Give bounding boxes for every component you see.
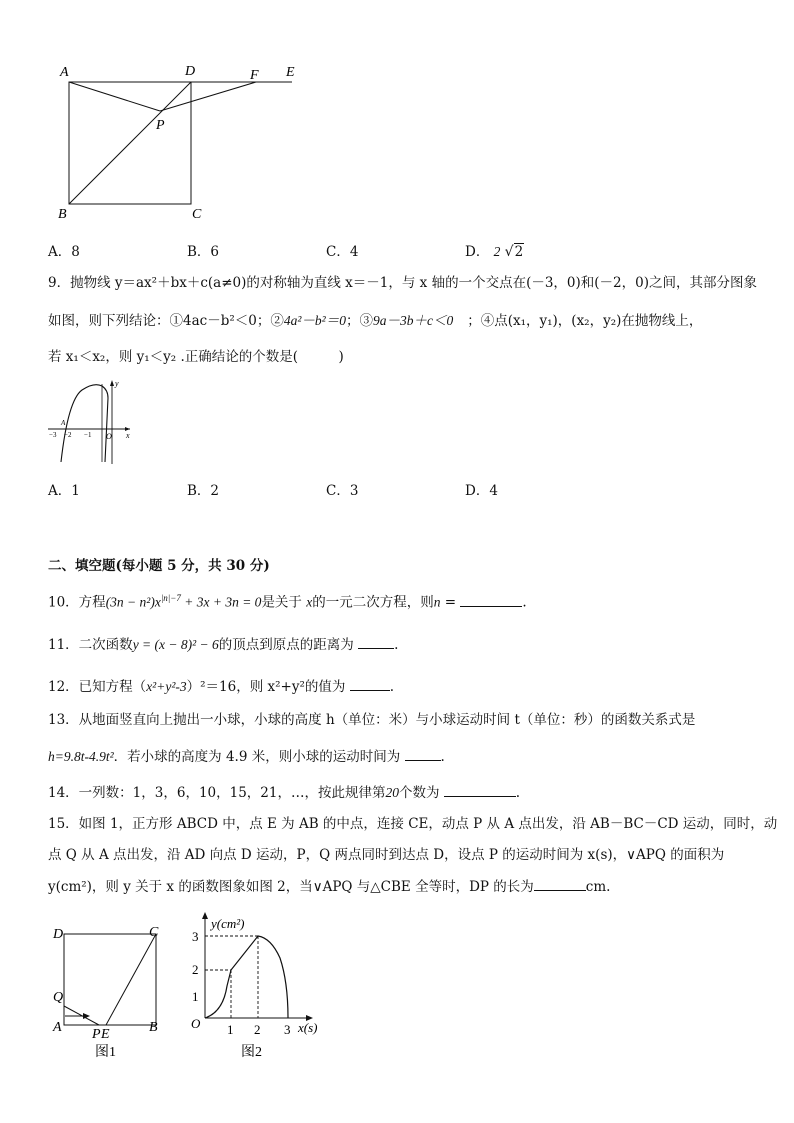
svg-text:x(s): x(s) <box>298 1020 318 1035</box>
q10-answer-blank[interactable] <box>460 592 522 607</box>
q13-answer-blank[interactable] <box>405 746 441 761</box>
segment-ap <box>69 82 160 111</box>
q9-parabola-graph <box>44 376 136 466</box>
q9-option-a[interactable]: A．1 <box>48 483 80 499</box>
q12: 12．已知方程（x²+y²-3）²＝16，则 x²+y²的值为 . <box>48 676 394 697</box>
q8-option-c[interactable]: C．4 <box>326 244 359 260</box>
svg-text:3: 3 <box>192 929 199 944</box>
label-d: D <box>185 64 196 79</box>
q8-option-d[interactable] <box>465 242 524 262</box>
label-e: E <box>286 65 295 80</box>
svg-text:−2: −2 <box>64 431 72 439</box>
q15-figure1 <box>48 920 178 1065</box>
q14-answer-blank[interactable] <box>444 782 516 797</box>
q14: 14．一列数：1，3，6，10，15，21，…，按此规律第20个数为 . <box>48 782 520 803</box>
q15-line1: 15．如图 1，正方形 ABCD 中，点 E 为 AB 的中点，连接 CE，动点 P 从 A 点出发，沿 AB－BC－CD 运动，同时，动 <box>48 816 778 832</box>
q12-answer-blank[interactable] <box>350 676 390 691</box>
label-b: B <box>58 207 67 222</box>
svg-text:2: 2 <box>192 962 199 977</box>
q8-option-a[interactable]: A．8 <box>48 244 80 260</box>
svg-text:E: E <box>101 1027 110 1042</box>
q10: 10．方程$(3n - n^2)x^{|n|-7} + 3x + 3n = 0$是关于 x的一元二次方程，则n = . <box>48 593 527 611</box>
svg-text:C: C <box>149 925 159 940</box>
svg-text:1: 1 <box>227 1022 234 1037</box>
q8-option-d-label: D． <box>465 244 490 260</box>
q15-line2: 点 Q 从 A 点出发，沿 AD 向点 D 运动，P，Q 两点同时到达点 D，设点 P 的运动时间为 x(s)，∨APQ 的面积为 <box>48 847 725 863</box>
svg-text:3: 3 <box>284 1022 291 1037</box>
svg-text:A: A <box>61 419 66 427</box>
q15-line3: y(cm²)，则 y 关于 x 的函数图象如图 2，当∨APQ 与△CBE 全等时，DP 的长为 cm. <box>48 876 610 897</box>
svg-text:y(cm²): y(cm²) <box>211 916 245 931</box>
svg-text:O: O <box>106 432 112 441</box>
q8-option-b[interactable]: B．6 <box>187 244 220 260</box>
q9-line3: 若 x₁＜x₂，则 y₁＜y₂ .正确结论的个数是( ) <box>48 349 344 365</box>
svg-text:1: 1 <box>192 989 199 1004</box>
svg-text:x: x <box>126 431 130 440</box>
svg-text:−3: −3 <box>49 431 57 439</box>
q11-answer-blank[interactable] <box>358 634 394 649</box>
q8-square-figure <box>40 58 310 228</box>
q8-option-d-radicand: 2 <box>514 244 524 260</box>
svg-text:D: D <box>53 927 64 942</box>
q9-line1: 9．抛物线 y＝ax²＋bx＋c(a≠0)的对称轴为直线 x＝－1，与 x 轴的一个交点在(－3，0)和(－2，0)之间，其部分图象 <box>48 275 757 291</box>
fig1-square <box>64 934 156 1025</box>
segment-pf <box>160 82 256 111</box>
diagonal-bd <box>69 82 191 204</box>
svg-text:y: y <box>115 379 119 388</box>
q9-line2: 如图，则下列结论：①4ac－b²＜0；②4a²－b²＝0；③9a－3b＋c＜0 ；④点(x₁，y₁)，(x₂，y₂)在抛物线上， <box>48 313 703 329</box>
svg-text:−1: −1 <box>84 431 92 439</box>
svg-text:B: B <box>149 1020 158 1035</box>
q15-figure2 <box>185 912 330 1062</box>
q8-option-d-coef: 2 <box>493 244 501 259</box>
q9-option-d[interactable]: D．4 <box>465 483 498 499</box>
svg-text:O: O <box>191 1016 201 1031</box>
label-f: F <box>250 68 259 83</box>
label-p: P <box>156 118 165 133</box>
label-c: C <box>192 207 202 222</box>
label-a: A <box>60 65 69 80</box>
svg-text:图2: 图2 <box>241 1045 262 1060</box>
svg-text:图1: 图1 <box>95 1045 116 1060</box>
q11: 11．二次函数y = (x − 8)² − 6的顶点到原点的距离为 . <box>48 634 398 655</box>
svg-text:Q: Q <box>53 990 64 1005</box>
svg-text:P: P <box>92 1027 101 1042</box>
svg-text:2: 2 <box>254 1022 261 1037</box>
q15-answer-blank[interactable] <box>534 876 586 891</box>
segment-ec <box>106 934 156 1025</box>
q9-option-b[interactable]: B．2 <box>187 483 220 499</box>
svg-text:A: A <box>53 1020 62 1035</box>
q13-line1: 13．从地面竖直向上抛出一小球，小球的高度 h（单位：米）与小球运动时间 t（单位：秒）的函数关系式是 <box>48 712 696 728</box>
section-title: 二、填空题(每小题 5 分，共 30 分) <box>48 558 270 574</box>
q13-line2: h=9.8t-4.9t²．若小球的高度为 4.9 米，则小球的运动时间为 . <box>48 746 445 767</box>
q9-option-c[interactable]: C．3 <box>326 483 359 499</box>
sqrt-icon: √2 <box>504 244 524 260</box>
